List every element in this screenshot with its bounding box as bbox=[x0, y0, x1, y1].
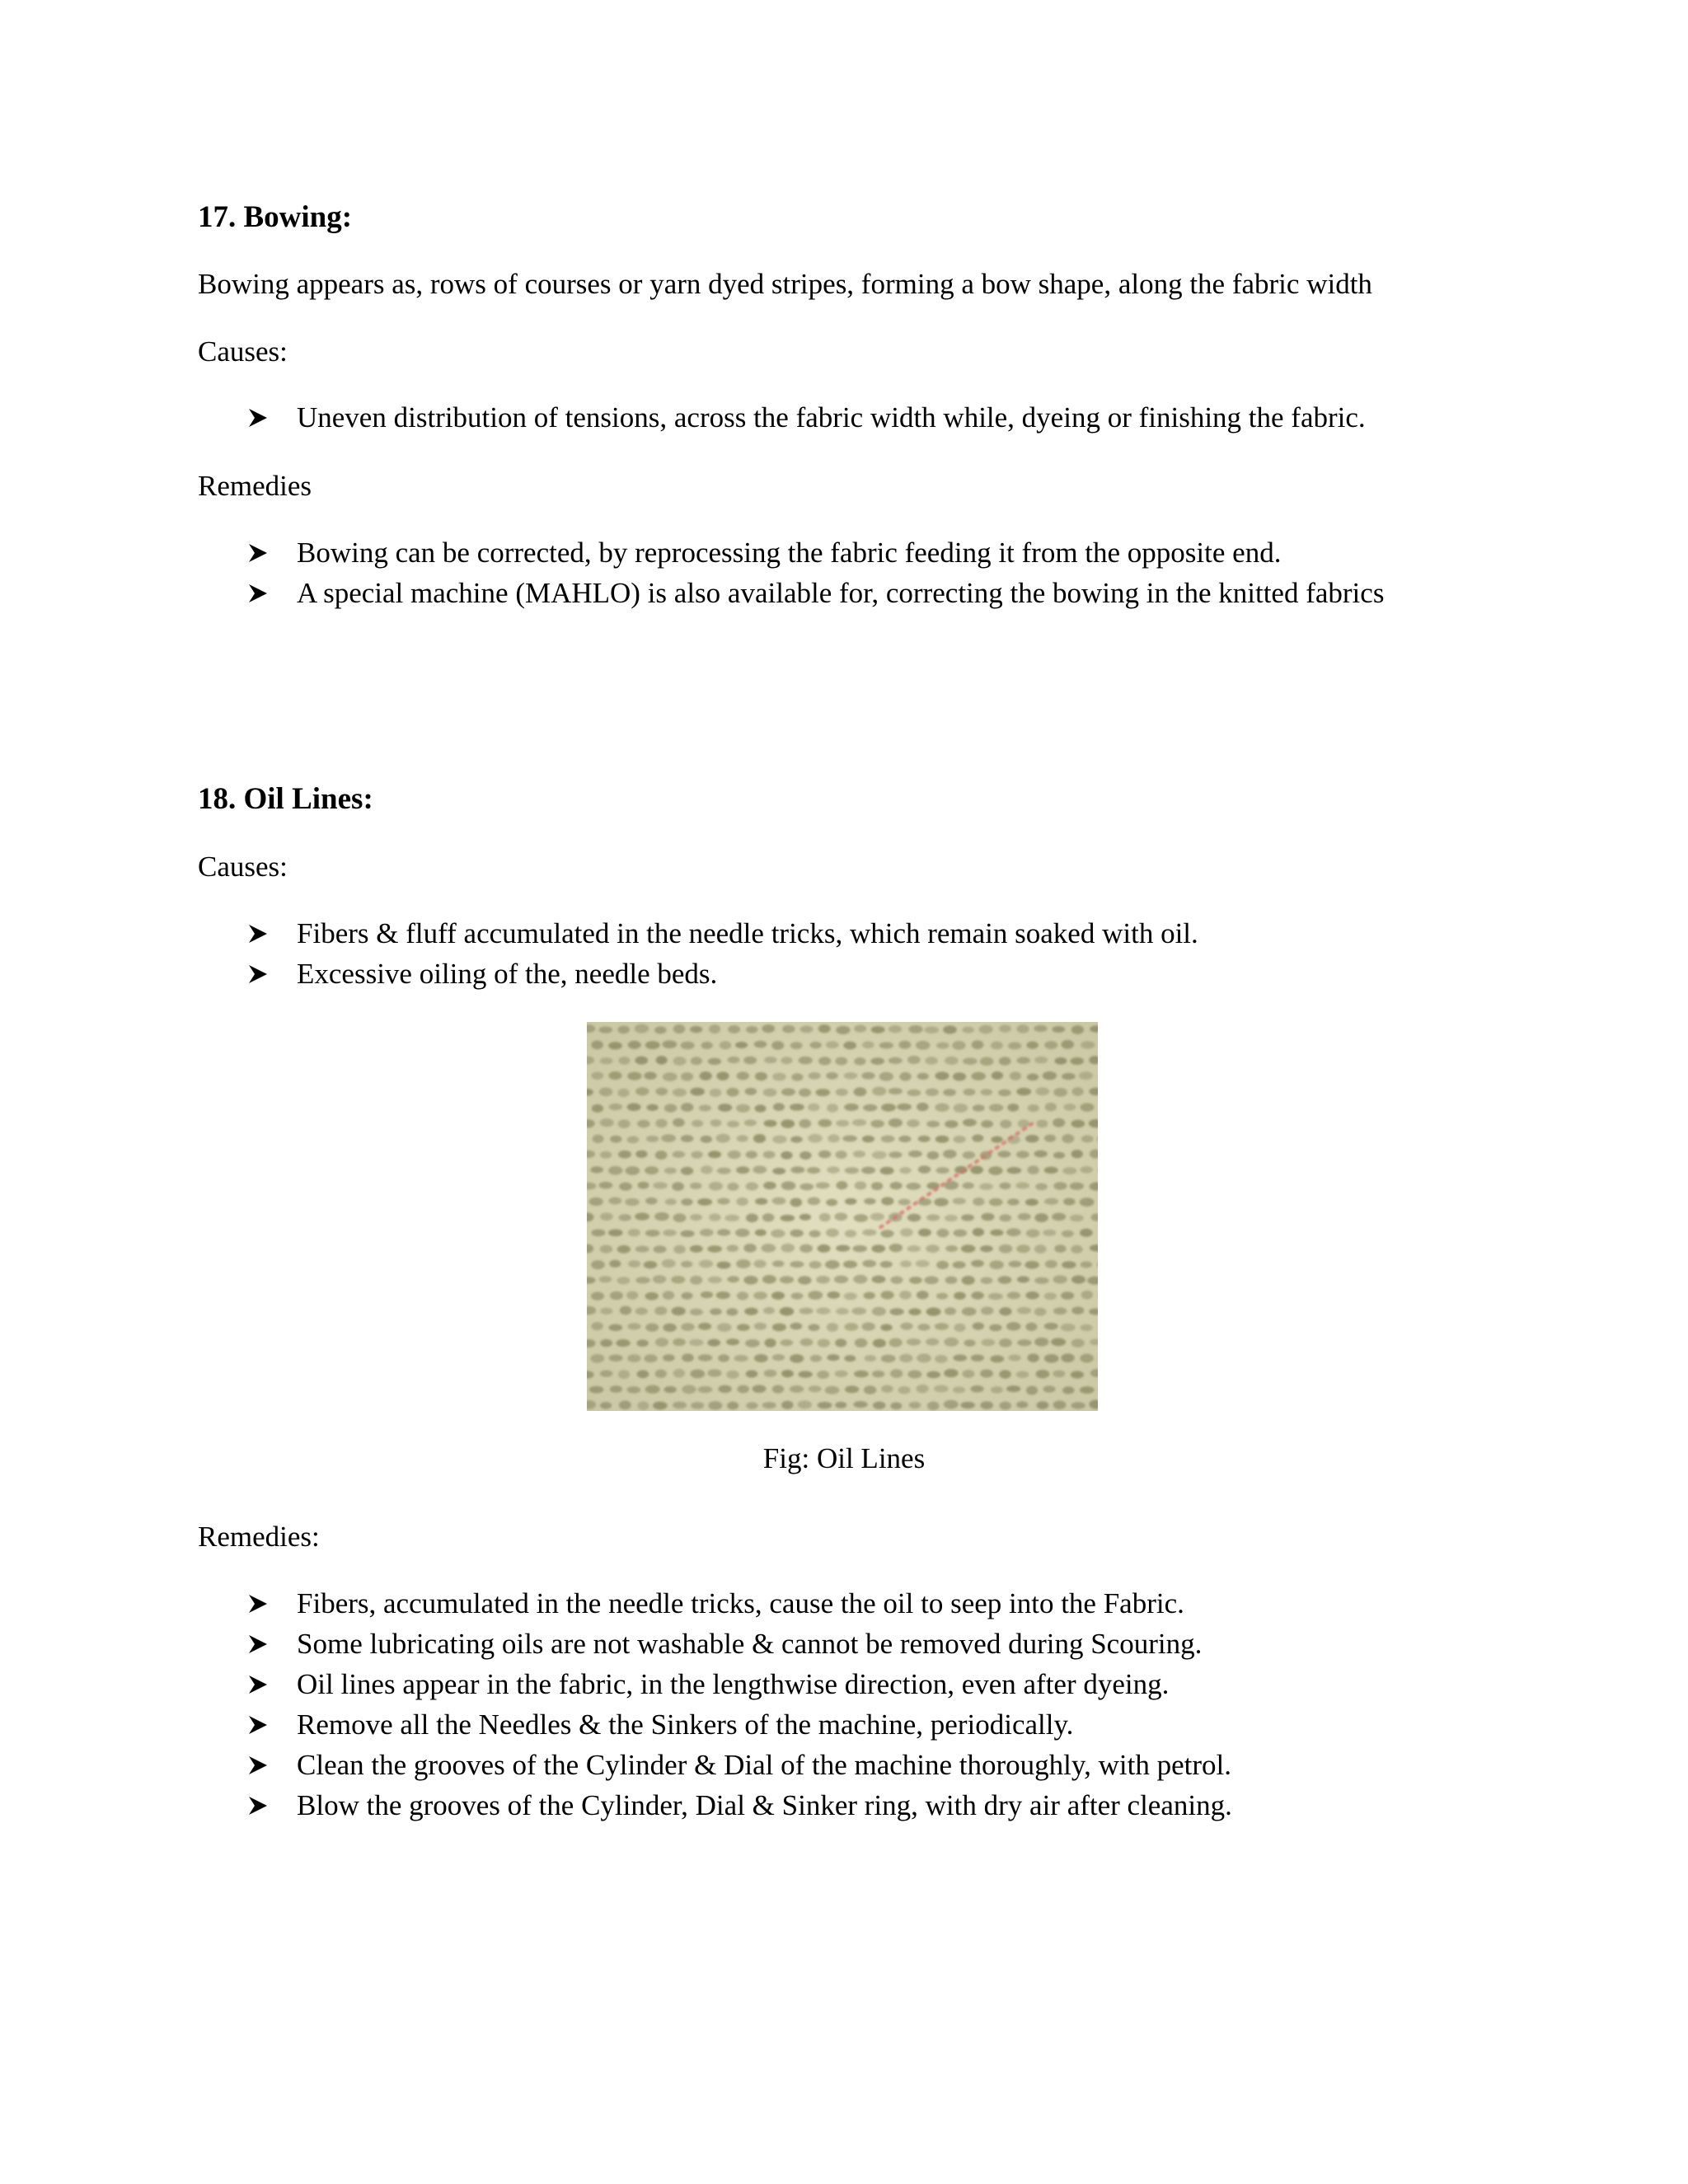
arrowhead-bullet-icon bbox=[247, 1714, 269, 1736]
arrowhead-bullet-icon bbox=[247, 407, 269, 429]
oil-lines-remedies-list bbox=[247, 1583, 1232, 1825]
arrowhead-bullet-icon bbox=[247, 923, 269, 944]
bowing-causes-label: Causes: bbox=[198, 335, 288, 368]
list-item: Remove all the Needles & the Sinkers of the machine, periodically. bbox=[247, 1704, 1232, 1745]
arrowhead-bullet-icon bbox=[247, 1755, 269, 1776]
oil-lines-remedies-label: Remedies: bbox=[198, 1521, 320, 1553]
list-item: Bowing can be corrected, by reprocessing the fabric feeding it from the opposite end. bbox=[247, 532, 1384, 573]
list-item: Fibers & fluff accumulated in the needle tricks, which remain soaked with oil. bbox=[247, 913, 1198, 954]
arrowhead-bullet-icon bbox=[247, 1593, 269, 1615]
bowing-description: Bowing appears as, rows of courses or yarn dyed stripes, forming a bow shape, along the fabric width bbox=[198, 268, 1372, 300]
oil-lines-causes-label: Causes: bbox=[198, 851, 288, 883]
list-item: Clean the grooves of the Cylinder & Dial of the machine thoroughly, with petrol. bbox=[247, 1745, 1232, 1785]
arrowhead-bullet-icon bbox=[247, 1633, 269, 1655]
list-item: Excessive oiling of the, needle beds. bbox=[247, 954, 1198, 994]
list-item: Uneven distribution of tensions, across the fabric width while, dyeing or finishing the fabric. bbox=[247, 397, 1366, 438]
bowing-causes-list bbox=[247, 397, 1366, 438]
list-item: Oil lines appear in the fabric, in the lengthwise direction, even after dyeing. bbox=[247, 1664, 1232, 1704]
section-heading-bowing: 17. Bowing: bbox=[198, 200, 353, 234]
bowing-remedies-list bbox=[247, 532, 1384, 613]
bowing-remedies-label: Remedies bbox=[198, 470, 312, 502]
arrowhead-bullet-icon bbox=[247, 1795, 269, 1816]
oil-lines-figure bbox=[587, 1022, 1098, 1411]
list-item: Some lubricating oils are not washable & cannot be removed during Scouring. bbox=[247, 1624, 1232, 1664]
arrowhead-bullet-icon bbox=[247, 963, 269, 985]
list-item: A special machine (MAHLO) is also available for, correcting the bowing in the knitted fabrics bbox=[247, 573, 1384, 613]
arrowhead-bullet-icon bbox=[247, 1674, 269, 1695]
figure-caption: Fig: Oil Lines bbox=[762, 1442, 926, 1474]
section-heading-oil-lines: 18. Oil Lines: bbox=[198, 782, 373, 816]
list-item: Blow the grooves of the Cylinder, Dial & Sinker ring, with dry air after cleaning. bbox=[247, 1785, 1232, 1825]
arrowhead-bullet-icon bbox=[247, 583, 269, 604]
knitted-fabric-image bbox=[587, 1022, 1098, 1411]
list-item: Fibers, accumulated in the needle tricks, cause the oil to seep into the Fabric. bbox=[247, 1583, 1232, 1624]
arrowhead-bullet-icon bbox=[247, 542, 269, 564]
oil-lines-causes-list bbox=[247, 913, 1198, 994]
